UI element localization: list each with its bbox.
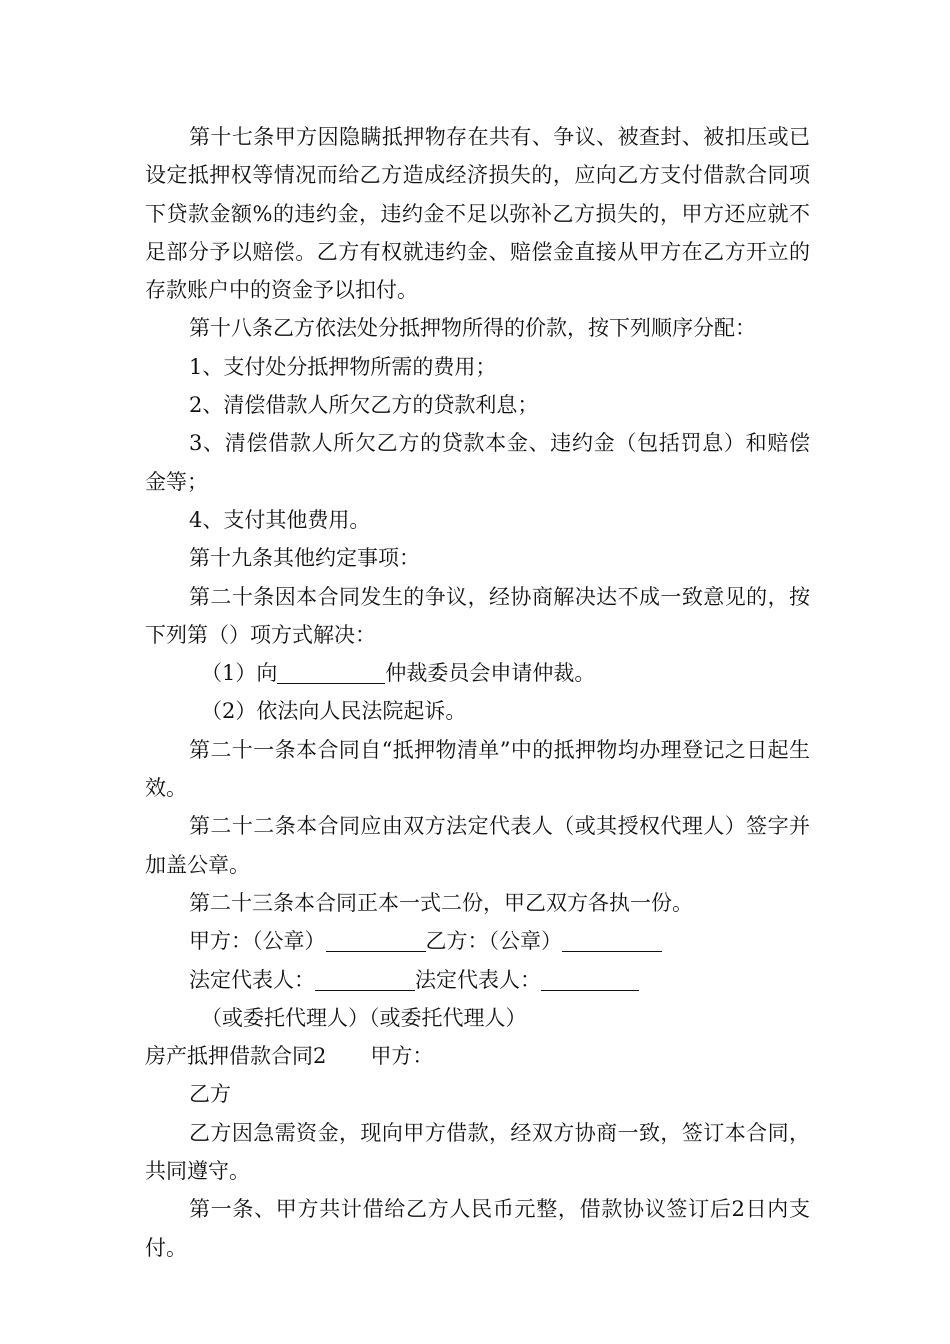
- option-1-prefix: （1）向: [201, 661, 278, 686]
- article-20-option-2: （2）依法向人民法院起诉。: [201, 699, 467, 724]
- article-21: 第二十一条本合同自“抵押物清单”中的抵押物均办理登记之日起生效。: [145, 737, 810, 801]
- party-b-representative-label: 法定代表人：: [415, 967, 541, 992]
- contract-2-article-1: 第一条、甲方共计借给乙方人民币元整，借款协议签订后2日内支付。: [145, 1197, 810, 1260]
- article-18-item-1: 1、支付处分抵押物所需的费用；: [189, 354, 497, 379]
- contract-2-intro: 乙方因急需资金，现向甲方借款，经双方协商一致，签订本合同，共同遵守。: [145, 1120, 810, 1184]
- article-20: 第二十条因本合同发生的争议，经协商解决达不成一致意见的，按下列第（）项方式解决：: [145, 584, 810, 647]
- article-19: 第十九条其他约定事项：: [189, 546, 420, 571]
- party-a-seal-blank: [326, 929, 426, 952]
- contract-2-heading: [145, 1037, 810, 1075]
- article-20-option-1: [145, 654, 810, 692]
- contract-2-party-b: 乙方: [189, 1082, 231, 1107]
- article-18-item-3: 3、清偿借款人所欠乙方的贷款本金、违约金（包括罚息）和赔偿金等；: [145, 431, 810, 494]
- signature-seal-line: [145, 922, 810, 960]
- party-a-seal-label: 甲方：（公章）: [189, 929, 326, 954]
- party-b-seal-label: 乙方：（公章）: [425, 929, 562, 954]
- contract-2-title: 房产抵押借款合同2: [145, 1044, 327, 1069]
- signature-agent-line: （或委托代理人）（或委托代理人）: [201, 1005, 527, 1030]
- article-18-item-2: 2、清偿借款人所欠乙方的贷款利息；: [189, 393, 539, 418]
- party-a-representative-blank: [315, 968, 415, 991]
- arbitration-commission-blank: [277, 661, 385, 684]
- article-17: 第十七条甲方因隐瞒抵押物存在共有、争议、被查封、被扣压或已设定抵押权等情况而给乙方造成经济损失的，应向乙方支付借款合同项下贷款金额%的违约金，违约金不足以弥补乙方损失的，甲方还应就不足部分予以赔偿。乙方有权就违约金、赔偿金直接从甲方在乙方开立的存款账户中的资金予以扣付。: [145, 125, 810, 303]
- article-18-item-4: 4、支付其他费用。: [189, 507, 371, 532]
- contract-2-party-a: 甲方：: [370, 1044, 434, 1069]
- article-22: 第二十二条本合同应由双方法定代表人（或其授权代理人）签字并加盖公章。: [145, 814, 810, 877]
- signature-representative-line: [145, 961, 810, 999]
- party-a-representative-label: 法定代表人：: [189, 967, 315, 992]
- party-b-seal-blank: [562, 929, 662, 952]
- party-b-representative-blank: [541, 968, 639, 991]
- article-18: 第十八条乙方依法处分抵押物所得的价款，按下列顺序分配：: [189, 316, 756, 341]
- article-23: 第二十三条本合同正本一式二份，甲乙双方各执一份。: [189, 890, 693, 915]
- document-body: [145, 118, 810, 1267]
- option-1-suffix: 仲裁委员会申请仲裁。: [385, 661, 596, 686]
